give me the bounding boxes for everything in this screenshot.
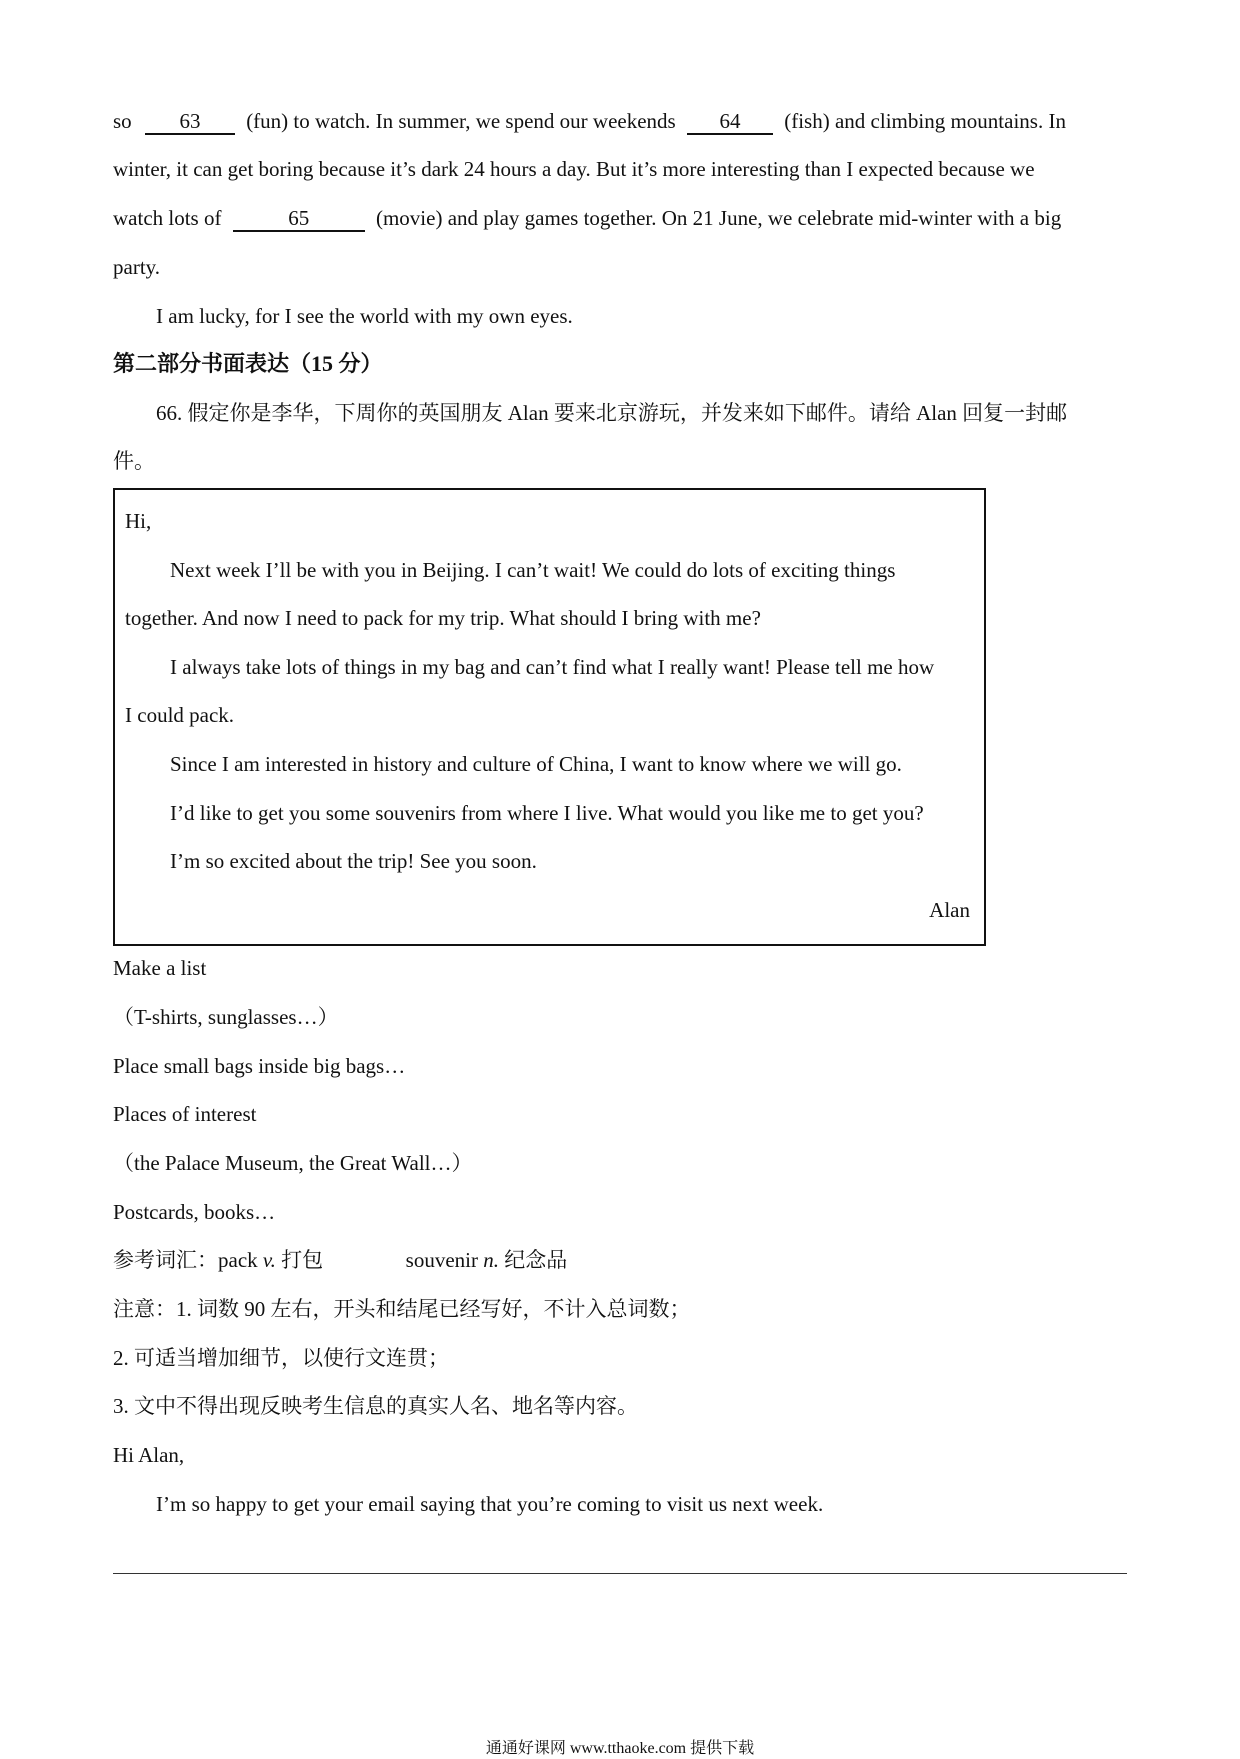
email-line: Next week I’ll be with you in Beijing. I can’t wait! We could do lots of exciting things [170, 558, 896, 582]
passage-text: watch lots of [113, 206, 222, 230]
email-line: I always take lots of things in my bag and can’t find what I really want! Please tell me how [170, 655, 935, 679]
vocab-label: 参考词汇： [113, 1248, 218, 1272]
vocab-word: souvenir [405, 1248, 478, 1272]
hint-line: （the Palace Museum, the Great Wall…） [113, 1151, 473, 1175]
answer-greeting: Hi Alan, [113, 1443, 185, 1467]
blank-63: 63 [145, 109, 235, 135]
vocab-word: pack [218, 1248, 258, 1272]
note-line: 注意：1. 词数 90 左右，开头和结尾已经写好，不计入总词数； [113, 1297, 691, 1321]
hint-line: Make a list [113, 956, 207, 980]
question-line-2: 件。 [113, 449, 155, 473]
blank-64: 64 [687, 109, 773, 135]
passage-line-3 [113, 204, 1061, 232]
email-line: I could pack. [125, 703, 235, 727]
note-line: 2. 可适当增加细节，以使行文连贯； [113, 1346, 449, 1370]
answer-writing-line [113, 1573, 1127, 1574]
passage-text: so [113, 109, 132, 133]
vocab-meaning: 纪念品 [504, 1248, 568, 1272]
passage-line-2: winter, it can get boring because it’s dark 24 hours a day. But it’s more interesting than I expected because we [113, 157, 1035, 181]
note-line: 3. 文中不得出现反映考生信息的真实人名、地名等内容。 [113, 1394, 638, 1418]
email-line: together. And now I need to pack for my trip. What should I bring with me? [125, 606, 761, 630]
passage-text: (fun) to watch. In summer, we spend our weekends [246, 109, 676, 133]
blank-65: 65 [233, 206, 365, 232]
hint-line: Places of interest [113, 1102, 257, 1126]
hint-line: Place small bags inside big bags… [113, 1054, 406, 1078]
vocab-line [113, 1246, 567, 1274]
vocab-pos: n. [483, 1248, 499, 1272]
hint-line: （T-shirts, sunglasses…） [113, 1005, 339, 1029]
email-line: I’m so excited about the trip! See you soon. [170, 849, 537, 873]
section-heading: 第二部分书面表达（15 分） [113, 351, 383, 376]
vocab-meaning: 打包 [281, 1248, 324, 1272]
passage-text: (fish) and climbing mountains. In [784, 109, 1066, 133]
passage-line-4: party. [113, 255, 161, 279]
email-signature: Alan [929, 898, 970, 922]
hint-line: Postcards, books… [113, 1200, 276, 1224]
passage-line-5: I am lucky, for I see the world with my own eyes. [156, 304, 573, 328]
email-greeting: Hi, [125, 509, 152, 533]
email-line: Since I am interested in history and culture of China, I want to know where we will go. [170, 752, 902, 776]
email-line: I’d like to get you some souvenirs from where I live. What would you like me to get you? [170, 801, 924, 825]
page-footer: 通通好课网 www.tthaoke.com 提供下载 [485, 1740, 755, 1757]
answer-opening: I’m so happy to get your email saying that you’re coming to visit us next week. [156, 1492, 824, 1516]
vocab-pos: v. [262, 1248, 276, 1272]
passage-text: (movie) and play games together. On 21 June, we celebrate mid-winter with a big [375, 206, 1062, 230]
passage-line-1 [113, 107, 1066, 135]
question-line-1: 66. 假定你是李华，下周你的英国朋友 Alan 要来北京游玩，并发来如下邮件。请给 Alan 回复一封邮 [156, 401, 1068, 425]
